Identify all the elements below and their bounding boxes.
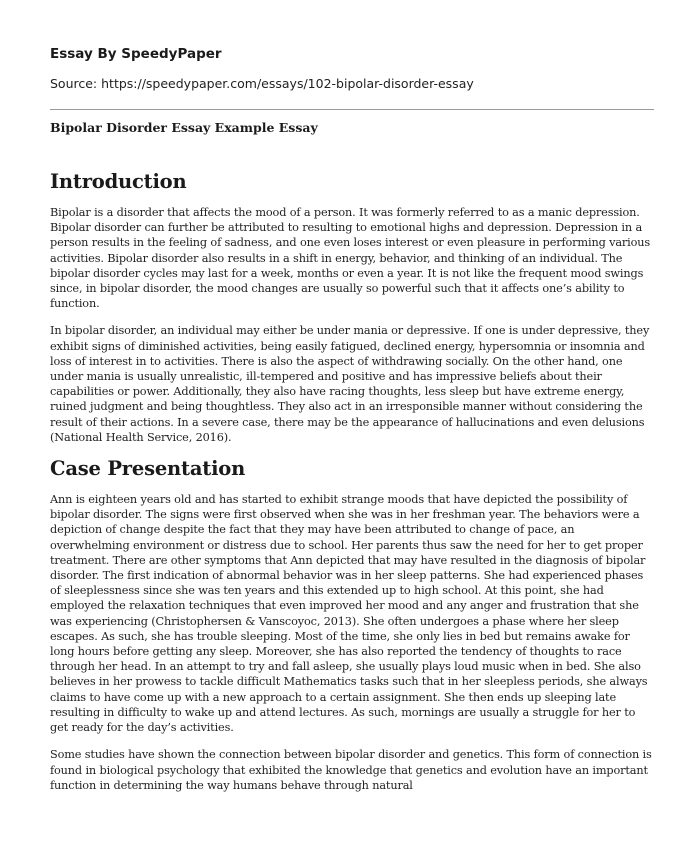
section-heading: Introduction	[50, 170, 187, 193]
section-case-presentation	[50, 457, 654, 793]
header-divider	[50, 109, 654, 110]
paragraph: Ann is eighteen years old and has started to exhibit strange moods that have depicted the possibility of bipolar disorder. The signs were first observed when she was in her freshman year. The behaviors were a depiction of change despite the fact that they may have been attributed to change of pace, an overwhelming environment or distress due to school. Her parents thus saw the need for her to get proper treatment. There are other symptoms that Ann depicted that may have resulted in the diagnosis of bipolar disorder. The first indication of abnormal behavior was in her sleep patterns. She had experienced phases of sleeplessness since she was ten years and this extended up to high school. At this point, she had employed the relaxation techniques that even improved her mood and any anger and frustration that she was experiencing (Christophersen & Vanscoyoc, 2013). She often undergoes a phase where her sleep escapes. As such, she has trouble sleeping. Most of the time, she only lies in bed but remains awake for long hours before getting any sleep. Moreover, she has also reported the tendency of thoughts to race through her head. In an attempt to try and fall asleep, she usually plays loud music when in bed. She also believes in her prowess to tackle difficult Mathematics tasks such that in her sleepless periods, she always claims to have come up with a new approach to a certain assignment. She then ends up sleeping late resulting in difficulty to wake up and attend lectures. As such, mornings are usually a struggle for her to get ready for the day’s activities.	[50, 493, 648, 735]
paragraph: Some studies have shown the connection between bipolar disorder and genetics. This form of connection is found in biological psychology that exhibited the knowledge that genetics and evolution have an important function in determining the way humans behave through natural	[50, 748, 652, 792]
paragraph: Bipolar is a disorder that affects the mood of a person. It was formerly referred to as a manic depression. Bipolar disorder can further be attributed to resulting to emotional highs and depression. Depression in a person results in the feeling of sadness, and one even loses interest or even pleasure in performing various activities. Bipolar disorder also results in a shift in energy, behavior, and thinking of an individual. The bipolar disorder cycles may last for a week, months or even a year. It is not like the frequent mood swings since, in bipolar disorder, the mood changes are usually so powerful such that it affects one’s ability to function.	[50, 206, 651, 311]
document-title: Bipolar Disorder Essay Example Essay	[50, 120, 318, 135]
section-heading: Case Presentation	[50, 457, 246, 481]
section-introduction	[50, 170, 654, 445]
brand-title: Essay By SpeedyPaper	[50, 46, 222, 62]
essay-body	[50, 170, 654, 805]
source-link[interactable]: Source: https://speedypaper.com/essays/102-bipolar-disorder-essay	[50, 76, 474, 91]
paragraph: In bipolar disorder, an individual may either be under mania or depressive. If one is under depressive, they exhibit signs of diminished activities, being easily fatigued, declined energy, hypersomnia or insomnia and loss of interest in to activities. There is also the aspect of withdrawing socially. On the other hand, one under mania is usually unrealistic, ill-tempered and positive and has impressive beliefs about their capabilities or power. Additionally, they also have racing thoughts, less sleep but have extreme energy, ruined judgment and being thoughtless. They also act in an irresponsible manner without considering the result of their actions. In a severe case, there may be the appearance of hallucinations and even delusions (National Health Service, 2016).	[50, 324, 650, 444]
